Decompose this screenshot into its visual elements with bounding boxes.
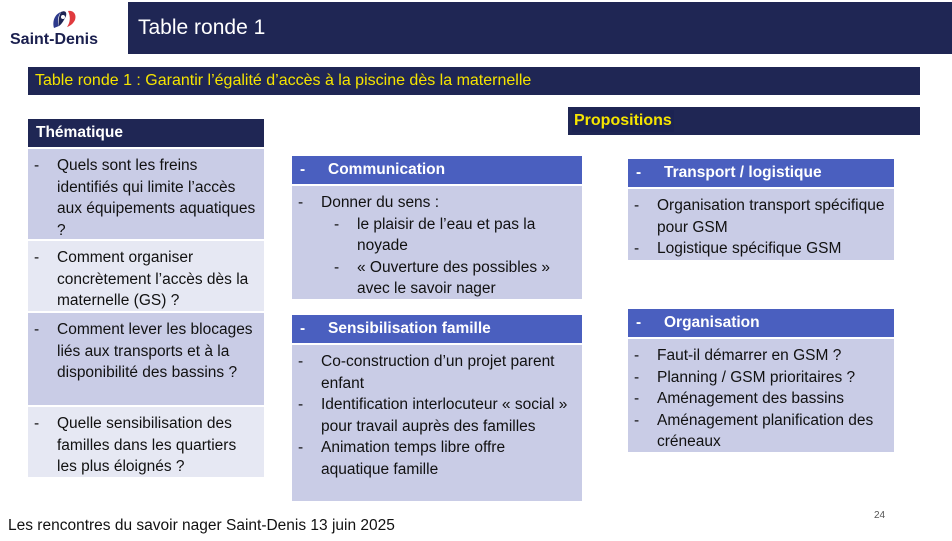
heading-dash: - — [636, 314, 642, 331]
sensibilisation-item: - Identification interlocuteur « social » pour travail auprès des familles — [321, 394, 574, 437]
propositions-banner — [568, 107, 920, 135]
communication-heading-label: Communication — [328, 161, 446, 178]
organisation-item: - Planning / GSM prioritaires ? — [657, 367, 886, 389]
heading-dash: - — [636, 164, 642, 181]
organisation-heading-label: Organisation — [664, 314, 760, 331]
saint-denis-logo — [8, 4, 122, 50]
sensibilisation-body — [292, 343, 582, 501]
heading-dash: - — [300, 161, 306, 178]
transport-item: - Organisation transport spécifique pour GSM — [657, 195, 886, 238]
transport-body — [628, 187, 894, 260]
roundtable-subtitle: Table ronde 1 : Garantir l’égalité d’accès à la piscine dès la maternelle — [28, 67, 920, 95]
communication-heading — [292, 156, 582, 184]
thematique-panel — [28, 119, 264, 477]
communication-subitem: - « Ouverture des possibles » avec le savoir nager — [321, 257, 574, 300]
sensibilisation-item: - Co-construction d’un projet parent enfant — [321, 351, 574, 394]
thematique-item — [28, 311, 264, 405]
organisation-panel — [628, 309, 894, 452]
logo-wordmark: Saint-Denis — [10, 31, 99, 48]
organisation-body — [628, 337, 894, 452]
thematique-item — [28, 147, 264, 239]
transport-heading — [628, 159, 894, 187]
thematique-item-text: - Comment lever les blocages liés aux transports et à la disponibilité des bassins ? — [57, 319, 256, 384]
propositions-label: Propositions — [572, 110, 674, 132]
sensibilisation-panel — [292, 315, 582, 501]
transport-item: - Logistique spécifique GSM — [657, 238, 886, 260]
thematique-item — [28, 239, 264, 311]
communication-subitem: - le plaisir de l’eau et pas la noyade — [321, 214, 574, 257]
communication-item: - Donner du sens : — [321, 192, 574, 214]
organisation-heading — [628, 309, 894, 337]
sensibilisation-heading-label: Sensibilisation famille — [328, 320, 491, 337]
thematique-item-text: - Quelle sensibilisation des familles dans les quartiers les plus éloignés ? — [57, 413, 256, 478]
organisation-item: - Aménagement des bassins — [657, 388, 886, 410]
communication-panel — [292, 156, 582, 299]
footer-text: Les rencontres du savoir nager Saint-Denis 13 juin 2025 — [8, 517, 395, 534]
thematique-item — [28, 405, 264, 477]
transport-heading-label: Transport / logistique — [664, 164, 822, 181]
communication-body — [292, 184, 582, 299]
sensibilisation-item: - Animation temps libre offre aquatique famille — [321, 437, 574, 480]
organisation-item: - Faut-il démarrer en GSM ? — [657, 345, 886, 367]
page-title: Table ronde 1 — [128, 2, 952, 54]
thematique-item-text: - Quels sont les freins identifiés qui limite l’accès aux équipements aquatiques ? — [57, 155, 256, 241]
organisation-item: - Aménagement planification des créneaux — [657, 410, 886, 453]
heading-dash: - — [300, 320, 306, 337]
sensibilisation-heading — [292, 315, 582, 343]
marianne-logo-icon — [46, 8, 82, 30]
transport-panel — [628, 159, 894, 260]
thematique-heading: Thématique — [28, 119, 264, 147]
page-number: 24 — [874, 510, 886, 521]
thematique-item-text: - Comment organiser concrètement l’accès dès la maternelle (GS) ? — [57, 247, 256, 312]
